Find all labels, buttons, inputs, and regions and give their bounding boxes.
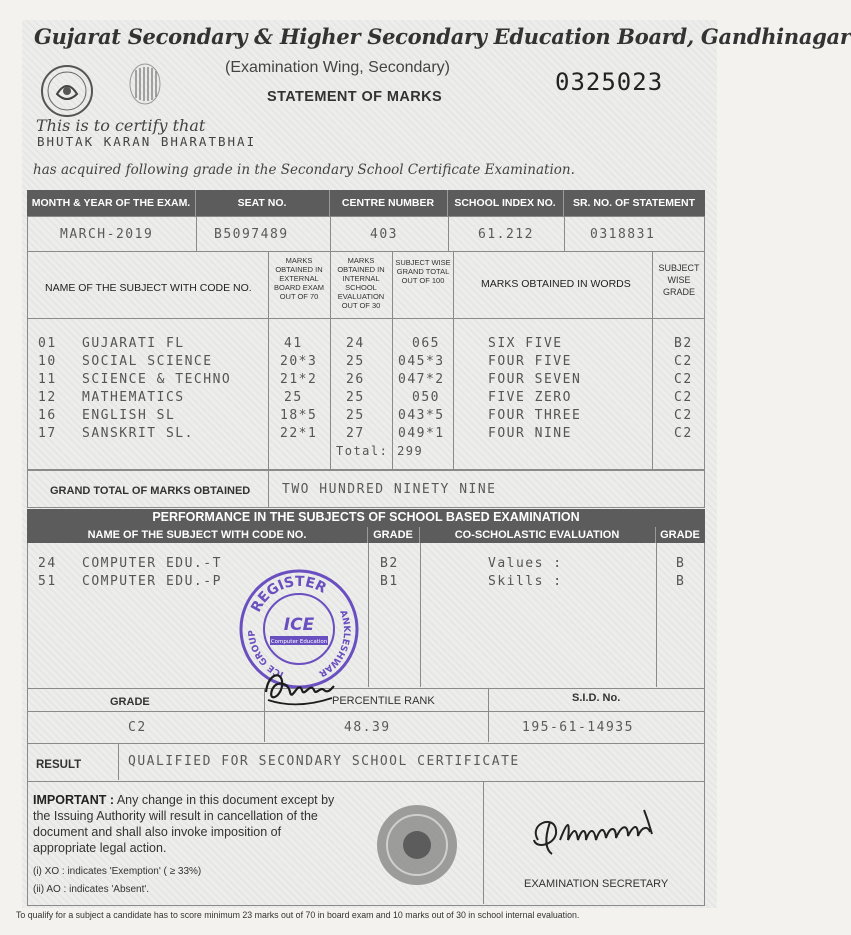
percentile-rank: 48.39 xyxy=(344,720,391,735)
marks-in-words: FOUR SEVEN xyxy=(488,372,582,387)
important-notice xyxy=(33,792,343,856)
subject-grade: C2 xyxy=(674,354,693,369)
important-text: Any change in this document except by the Issuing Authority will result in cancellation of the document and shall also invoke imposition of appropriate legal action. xyxy=(33,793,335,855)
exam-info-row xyxy=(27,216,705,252)
subject-code: 17 xyxy=(38,426,57,441)
marks-in-words: FIVE ZERO xyxy=(488,390,572,405)
exam-wing-label: (Examination Wing, Secondary) xyxy=(225,59,450,76)
school-subject-grade: B1 xyxy=(380,574,399,589)
internal-marks: 25 xyxy=(346,390,365,405)
result-value: QUALIFIED FOR SECONDARY SCHOOL CERTIFICATE xyxy=(128,754,520,769)
external-marks: 20*3 xyxy=(280,354,318,369)
internal-marks: 26 xyxy=(346,372,365,387)
sid-number: 195-61-14935 xyxy=(522,720,634,735)
col-school-grade: GRADE xyxy=(373,529,413,541)
school-index-number: 61.212 xyxy=(478,227,534,242)
school-subject-code: 24 xyxy=(38,556,57,571)
subject-grade: C2 xyxy=(674,426,693,441)
svg-text:REGISTER xyxy=(248,574,329,615)
board-seal-icon xyxy=(372,800,462,890)
statement-sr-number: 0318831 xyxy=(590,227,656,242)
header-seat-no: SEAT NO. xyxy=(237,197,287,209)
stamp-center-text: ICE xyxy=(283,615,315,635)
subject-name: SOCIAL SCIENCE xyxy=(82,354,213,369)
exam-month-year: MARCH-2019 xyxy=(60,227,154,242)
subject-code: 11 xyxy=(38,372,57,387)
grade-label: GRADE xyxy=(110,696,150,708)
ao-note: (ii) AO : indicates 'Absent'. xyxy=(33,884,150,895)
header-month-year: MONTH & YEAR OF THE EXAM. xyxy=(31,197,191,209)
col-external-marks: MARKS OBTAINED IN EXTERNAL BOARD EXAM OUT OF 70 xyxy=(273,256,324,301)
subject-total: 043*5 xyxy=(398,408,445,423)
certify-text: This is to certify that xyxy=(36,116,206,135)
subject-code: 12 xyxy=(38,390,57,405)
coscholastic-evaluation: Values : xyxy=(488,556,563,571)
header-sr-no: SR. NO. OF STATEMENT xyxy=(572,197,696,209)
subject-code: 10 xyxy=(38,354,57,369)
subject-grade: C2 xyxy=(674,372,693,387)
internal-marks: 25 xyxy=(346,354,365,369)
subject-name: GUJARATI FL xyxy=(82,336,185,351)
marks-in-words: FOUR THREE xyxy=(488,408,582,423)
external-marks: 21*2 xyxy=(280,372,318,387)
centre-number: 403 xyxy=(370,227,398,242)
subject-grade: C2 xyxy=(674,408,693,423)
external-marks: 25 xyxy=(284,390,303,405)
sid-label: S.I.D. No. xyxy=(572,692,621,704)
school-based-title: PERFORMANCE IN THE SUBJECTS OF SCHOOL BASED EXAMINATION xyxy=(152,510,580,524)
board-emblem-icon xyxy=(40,64,94,118)
barcode-mark-icon xyxy=(128,62,162,106)
subject-name: ENGLISH SL xyxy=(82,408,176,423)
important-label: IMPORTANT : xyxy=(33,793,115,807)
candidate-name: BHUTAK KARAN BHARATBHAI xyxy=(37,134,257,149)
subject-grade: C2 xyxy=(674,390,693,405)
col-internal-marks: MARKS OBTAINED IN INTERNAL SCHOOL EVALUATION OUT OF 30 xyxy=(337,256,385,310)
result-row xyxy=(27,744,705,782)
marks-in-words: SIX FIVE xyxy=(488,336,563,351)
external-marks: 41 xyxy=(284,336,303,351)
col-school-subject: NAME OF THE SUBJECT WITH CODE NO. xyxy=(87,529,307,541)
grand-total-row xyxy=(27,470,705,508)
subject-total: 049*1 xyxy=(398,426,445,441)
col-subject-name: NAME OF THE SUBJECT WITH CODE NO. xyxy=(45,282,252,294)
subject-name: SANSKRIT SL. xyxy=(82,426,194,441)
result-label: RESULT xyxy=(36,759,82,771)
marks-in-words: FOUR FIVE xyxy=(488,354,572,369)
col-grand-total: SUBJECT WISE GRAND TOTAL OUT OF 100 xyxy=(395,258,451,285)
header-centre-number: CENTRE NUMBER xyxy=(341,197,435,209)
school-subject-name: COMPUTER EDU.-P xyxy=(82,574,222,589)
stamp-left-text: ICE GROUP xyxy=(247,629,286,680)
stamp-sub-text: Computer Education xyxy=(270,639,328,645)
serial-number: 0325023 xyxy=(555,68,664,96)
secretary-signature-icon xyxy=(524,800,666,870)
coscholastic-evaluation: Skills : xyxy=(488,574,563,589)
coscholastic-grade: B xyxy=(676,574,686,589)
header-school-index: SCHOOL INDEX NO. xyxy=(454,197,556,209)
xo-note: (i) XO : indicates 'Exemption' ( ≥ 33%) xyxy=(33,866,202,877)
exam-info-header xyxy=(27,190,705,216)
subject-grade: B2 xyxy=(674,336,693,351)
school-based-header xyxy=(27,509,705,543)
seat-number: B5097489 xyxy=(214,227,289,242)
percentile-label: PERCENTILE RANK xyxy=(332,695,435,707)
external-marks: 22*1 xyxy=(280,426,318,441)
col-coscholastic: CO-SCHOLASTIC EVALUATION xyxy=(454,529,620,541)
internal-marks: 24 xyxy=(346,336,365,351)
grand-total-words: TWO HUNDRED NINETY NINE xyxy=(282,482,497,497)
statement-title: STATEMENT OF MARKS xyxy=(267,89,443,105)
coscholastic-grade: B xyxy=(676,556,686,571)
qualifying-note: To qualify for a subject a candidate has to score minimum 23 marks out of 70 in board exam and 10 marks out of 30 in school internal evaluation. xyxy=(16,910,580,920)
school-subject-grade: B2 xyxy=(380,556,399,571)
overall-grade: C2 xyxy=(128,720,147,735)
subject-name: MATHEMATICS xyxy=(82,390,185,405)
col-coscholastic-grade: GRADE xyxy=(660,529,700,541)
subject-total: 050 xyxy=(412,390,440,405)
col-marks-in-words: MARKS OBTAINED IN WORDS xyxy=(481,278,631,290)
acquired-text: has acquired following grade in the Secondary School Certificate Examination. xyxy=(33,162,575,178)
subject-total: 065 xyxy=(412,336,440,351)
grand-total-label: GRAND TOTAL OF MARKS OBTAINED xyxy=(50,485,251,497)
principal-signature-icon xyxy=(258,662,338,714)
subject-name: SCIENCE & TECHNO xyxy=(82,372,232,387)
external-marks: 18*5 xyxy=(280,408,318,423)
stamp-top-text: REGISTER xyxy=(248,573,329,615)
board-title: Gujarat Secondary & Higher Secondary Education Board, Gandhinagar xyxy=(34,24,851,49)
examination-secretary: EXAMINATION SECRETARY xyxy=(524,878,669,890)
summary-row xyxy=(27,689,705,744)
marks-in-words: FOUR NINE xyxy=(488,426,572,441)
stamp-right-text: ANKLESHWAR xyxy=(317,609,352,679)
subject-code: 16 xyxy=(38,408,57,423)
col-subject-grade: SUBJECT WISE GRADE xyxy=(658,263,700,297)
school-subject-name: COMPUTER EDU.-T xyxy=(82,556,222,571)
internal-marks: 27 xyxy=(346,426,365,441)
subject-total: 047*2 xyxy=(398,372,445,387)
subject-code: 01 xyxy=(38,336,57,351)
subject-total: 045*3 xyxy=(398,354,445,369)
school-subject-code: 51 xyxy=(38,574,57,589)
marks-total: Total: 299 xyxy=(336,444,424,458)
internal-marks: 25 xyxy=(346,408,365,423)
